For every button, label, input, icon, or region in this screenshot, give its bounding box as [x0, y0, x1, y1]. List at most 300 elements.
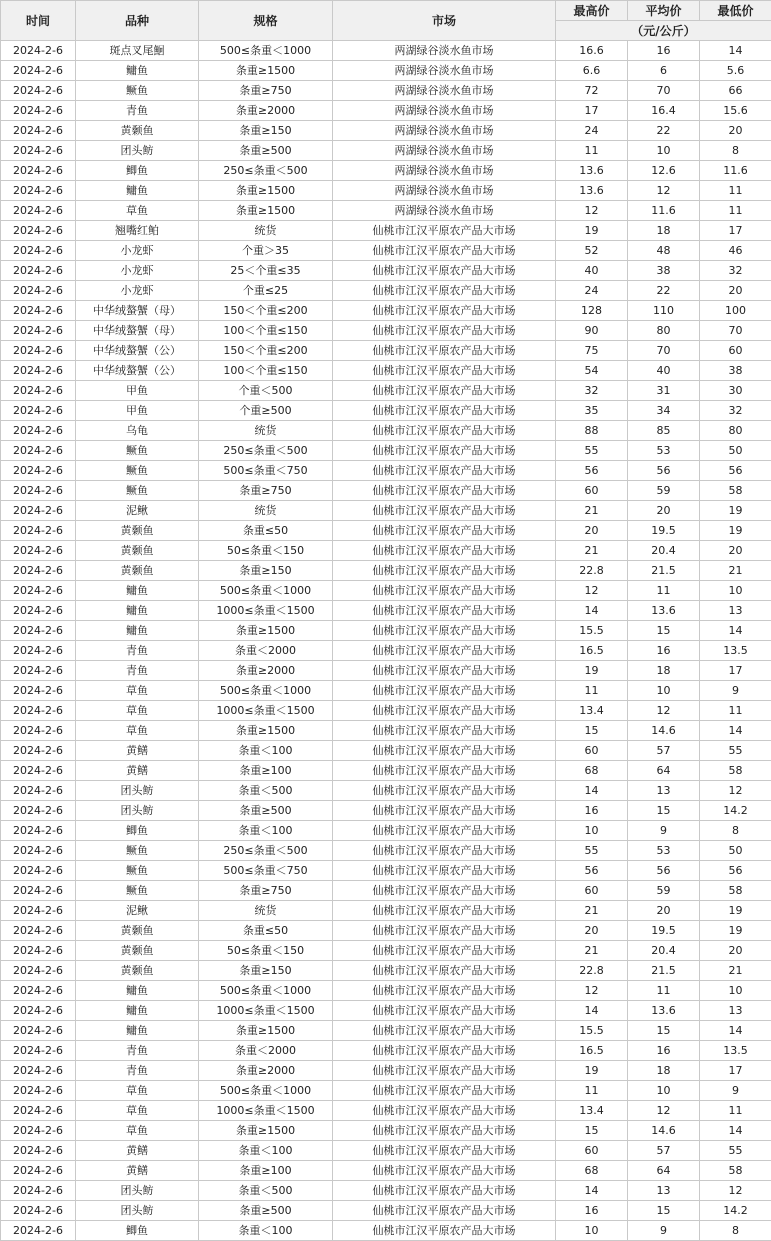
cell-variety: 鳙鱼 — [76, 1021, 199, 1041]
cell-time: 2024-2-6 — [1, 321, 76, 341]
cell-min-price: 32 — [700, 261, 771, 281]
cell-avg-price: 53 — [628, 841, 700, 861]
cell-variety: 鳜鱼 — [76, 481, 199, 501]
table-row — [1, 761, 771, 781]
cell-spec: 条重＜500 — [199, 781, 333, 801]
cell-variety: 斑点叉尾鮰 — [76, 41, 199, 61]
cell-time: 2024-2-6 — [1, 41, 76, 61]
cell-max-price: 15.5 — [556, 1021, 628, 1041]
header-variety: 品种 — [76, 1, 199, 41]
cell-time: 2024-2-6 — [1, 841, 76, 861]
cell-avg-price: 57 — [628, 741, 700, 761]
cell-variety: 青鱼 — [76, 1041, 199, 1061]
cell-max-price: 15.5 — [556, 621, 628, 641]
cell-min-price: 55 — [700, 1141, 771, 1161]
cell-spec: 个重＜500 — [199, 381, 333, 401]
cell-min-price: 14 — [700, 1121, 771, 1141]
cell-market: 两湖绿谷淡水鱼市场 — [333, 101, 556, 121]
cell-min-price: 56 — [700, 461, 771, 481]
cell-time: 2024-2-6 — [1, 121, 76, 141]
cell-market: 仙桃市江汉平原农产品大市场 — [333, 761, 556, 781]
cell-time: 2024-2-6 — [1, 281, 76, 301]
cell-max-price: 22.8 — [556, 561, 628, 581]
cell-variety: 小龙虾 — [76, 281, 199, 301]
table-row — [1, 741, 771, 761]
table-row — [1, 221, 771, 241]
cell-market: 仙桃市江汉平原农产品大市场 — [333, 701, 556, 721]
cell-max-price: 16.6 — [556, 41, 628, 61]
cell-time: 2024-2-6 — [1, 881, 76, 901]
cell-variety: 泥鳅 — [76, 501, 199, 521]
cell-avg-price: 14.6 — [628, 721, 700, 741]
cell-spec: 条重≥1500 — [199, 201, 333, 221]
cell-variety: 草鱼 — [76, 681, 199, 701]
cell-avg-price: 59 — [628, 881, 700, 901]
cell-min-price: 58 — [700, 761, 771, 781]
cell-min-price: 30 — [700, 381, 771, 401]
cell-spec: 50≤条重＜150 — [199, 541, 333, 561]
cell-market: 仙桃市江汉平原农产品大市场 — [333, 821, 556, 841]
table-row — [1, 561, 771, 581]
cell-variety: 草鱼 — [76, 1121, 199, 1141]
table-row — [1, 1161, 771, 1181]
cell-max-price: 68 — [556, 761, 628, 781]
cell-variety: 鳙鱼 — [76, 601, 199, 621]
cell-variety: 鳜鱼 — [76, 881, 199, 901]
cell-variety: 团头鲂 — [76, 781, 199, 801]
cell-variety: 鳜鱼 — [76, 461, 199, 481]
cell-market: 仙桃市江汉平原农产品大市场 — [333, 621, 556, 641]
cell-avg-price: 13.6 — [628, 1001, 700, 1021]
cell-market: 两湖绿谷淡水鱼市场 — [333, 41, 556, 61]
cell-market: 仙桃市江汉平原农产品大市场 — [333, 1141, 556, 1161]
cell-spec: 1000≤条重＜1500 — [199, 1101, 333, 1121]
cell-market: 仙桃市江汉平原农产品大市场 — [333, 801, 556, 821]
table-row — [1, 861, 771, 881]
cell-market: 仙桃市江汉平原农产品大市场 — [333, 841, 556, 861]
cell-variety: 黄颡鱼 — [76, 961, 199, 981]
table-body — [1, 41, 771, 1241]
cell-max-price: 15 — [556, 1121, 628, 1141]
cell-min-price: 17 — [700, 661, 771, 681]
cell-min-price: 15.6 — [700, 101, 771, 121]
table-row — [1, 361, 771, 381]
table-row — [1, 1021, 771, 1041]
cell-market: 两湖绿谷淡水鱼市场 — [333, 161, 556, 181]
table-row — [1, 241, 771, 261]
cell-min-price: 70 — [700, 321, 771, 341]
cell-time: 2024-2-6 — [1, 861, 76, 881]
cell-market: 两湖绿谷淡水鱼市场 — [333, 61, 556, 81]
cell-avg-price: 9 — [628, 821, 700, 841]
cell-max-price: 21 — [556, 901, 628, 921]
cell-avg-price: 59 — [628, 481, 700, 501]
cell-time: 2024-2-6 — [1, 681, 76, 701]
cell-time: 2024-2-6 — [1, 741, 76, 761]
cell-spec: 500≤条重＜1000 — [199, 1081, 333, 1101]
cell-time: 2024-2-6 — [1, 581, 76, 601]
cell-spec: 150＜个重≤200 — [199, 301, 333, 321]
cell-max-price: 72 — [556, 81, 628, 101]
table-row — [1, 681, 771, 701]
cell-market: 仙桃市江汉平原农产品大市场 — [333, 261, 556, 281]
cell-min-price: 32 — [700, 401, 771, 421]
cell-spec: 50≤条重＜150 — [199, 941, 333, 961]
cell-min-price: 20 — [700, 541, 771, 561]
cell-avg-price: 85 — [628, 421, 700, 441]
table-row — [1, 841, 771, 861]
cell-time: 2024-2-6 — [1, 981, 76, 1001]
cell-time: 2024-2-6 — [1, 381, 76, 401]
table-header — [1, 1, 771, 41]
cell-max-price: 90 — [556, 321, 628, 341]
header-spec: 规格 — [199, 1, 333, 41]
cell-market: 仙桃市江汉平原农产品大市场 — [333, 541, 556, 561]
cell-avg-price: 19.5 — [628, 921, 700, 941]
cell-avg-price: 22 — [628, 121, 700, 141]
cell-market: 仙桃市江汉平原农产品大市场 — [333, 741, 556, 761]
cell-spec: 条重≥750 — [199, 481, 333, 501]
cell-max-price: 19 — [556, 221, 628, 241]
cell-min-price: 56 — [700, 861, 771, 881]
cell-time: 2024-2-6 — [1, 1061, 76, 1081]
cell-variety: 黄颡鱼 — [76, 541, 199, 561]
cell-time: 2024-2-6 — [1, 161, 76, 181]
cell-avg-price: 22 — [628, 281, 700, 301]
table-row — [1, 401, 771, 421]
header-avg-price: 平均价 — [628, 1, 700, 21]
cell-max-price: 60 — [556, 481, 628, 501]
cell-time: 2024-2-6 — [1, 701, 76, 721]
cell-market: 仙桃市江汉平原农产品大市场 — [333, 681, 556, 701]
cell-min-price: 21 — [700, 961, 771, 981]
cell-avg-price: 12 — [628, 1101, 700, 1121]
cell-avg-price: 10 — [628, 141, 700, 161]
cell-market: 两湖绿谷淡水鱼市场 — [333, 121, 556, 141]
table-row — [1, 321, 771, 341]
cell-max-price: 13.6 — [556, 181, 628, 201]
cell-max-price: 13.4 — [556, 1101, 628, 1121]
cell-spec: 100＜个重≤150 — [199, 321, 333, 341]
cell-max-price: 32 — [556, 381, 628, 401]
cell-market: 仙桃市江汉平原农产品大市场 — [333, 241, 556, 261]
cell-market: 仙桃市江汉平原农产品大市场 — [333, 1121, 556, 1141]
cell-avg-price: 18 — [628, 661, 700, 681]
cell-market: 仙桃市江汉平原农产品大市场 — [333, 481, 556, 501]
cell-avg-price: 64 — [628, 761, 700, 781]
cell-spec: 统货 — [199, 421, 333, 441]
cell-avg-price: 31 — [628, 381, 700, 401]
cell-avg-price: 20 — [628, 901, 700, 921]
cell-max-price: 21 — [556, 541, 628, 561]
cell-max-price: 21 — [556, 501, 628, 521]
cell-min-price: 17 — [700, 221, 771, 241]
cell-variety: 黄颡鱼 — [76, 941, 199, 961]
cell-market: 仙桃市江汉平原农产品大市场 — [333, 521, 556, 541]
table-row — [1, 721, 771, 741]
table-row — [1, 701, 771, 721]
cell-variety: 团头鲂 — [76, 1201, 199, 1221]
cell-max-price: 12 — [556, 581, 628, 601]
cell-variety: 草鱼 — [76, 201, 199, 221]
cell-variety: 团头鲂 — [76, 141, 199, 161]
cell-avg-price: 13 — [628, 781, 700, 801]
cell-market: 两湖绿谷淡水鱼市场 — [333, 201, 556, 221]
cell-min-price: 60 — [700, 341, 771, 361]
cell-avg-price: 9 — [628, 1221, 700, 1241]
cell-time: 2024-2-6 — [1, 821, 76, 841]
cell-variety: 乌龟 — [76, 421, 199, 441]
cell-min-price: 58 — [700, 1161, 771, 1181]
cell-max-price: 17 — [556, 101, 628, 121]
cell-avg-price: 56 — [628, 861, 700, 881]
cell-time: 2024-2-6 — [1, 241, 76, 261]
table-row — [1, 601, 771, 621]
cell-max-price: 21 — [556, 941, 628, 961]
cell-time: 2024-2-6 — [1, 501, 76, 521]
cell-time: 2024-2-6 — [1, 441, 76, 461]
cell-min-price: 14 — [700, 621, 771, 641]
cell-market: 仙桃市江汉平原农产品大市场 — [333, 1101, 556, 1121]
cell-max-price: 19 — [556, 1061, 628, 1081]
cell-min-price: 9 — [700, 1081, 771, 1101]
cell-min-price: 19 — [700, 921, 771, 941]
header-market: 市场 — [333, 1, 556, 41]
cell-spec: 500≤条重＜750 — [199, 861, 333, 881]
cell-variety: 中华绒螯蟹（公） — [76, 341, 199, 361]
cell-time: 2024-2-6 — [1, 761, 76, 781]
table-row — [1, 641, 771, 661]
cell-max-price: 15 — [556, 721, 628, 741]
cell-min-price: 20 — [700, 121, 771, 141]
cell-time: 2024-2-6 — [1, 401, 76, 421]
cell-variety: 黄鳝 — [76, 1141, 199, 1161]
cell-max-price: 12 — [556, 201, 628, 221]
cell-max-price: 55 — [556, 841, 628, 861]
table-row — [1, 81, 771, 101]
cell-max-price: 13.4 — [556, 701, 628, 721]
cell-market: 仙桃市江汉平原农产品大市场 — [333, 1201, 556, 1221]
cell-spec: 500≤条重＜1000 — [199, 681, 333, 701]
cell-avg-price: 110 — [628, 301, 700, 321]
cell-time: 2024-2-6 — [1, 221, 76, 241]
table-row — [1, 581, 771, 601]
cell-time: 2024-2-6 — [1, 81, 76, 101]
cell-avg-price: 15 — [628, 1201, 700, 1221]
cell-avg-price: 12.6 — [628, 161, 700, 181]
cell-max-price: 11 — [556, 1081, 628, 1101]
cell-min-price: 17 — [700, 1061, 771, 1081]
cell-spec: 150＜个重≤200 — [199, 341, 333, 361]
cell-min-price: 13 — [700, 601, 771, 621]
cell-max-price: 54 — [556, 361, 628, 381]
cell-spec: 条重≥1500 — [199, 1121, 333, 1141]
cell-max-price: 20 — [556, 921, 628, 941]
cell-market: 仙桃市江汉平原农产品大市场 — [333, 561, 556, 581]
cell-spec: 250≤条重＜500 — [199, 441, 333, 461]
cell-max-price: 56 — [556, 461, 628, 481]
cell-avg-price: 10 — [628, 681, 700, 701]
table-row — [1, 481, 771, 501]
cell-min-price: 19 — [700, 521, 771, 541]
cell-market: 两湖绿谷淡水鱼市场 — [333, 181, 556, 201]
cell-avg-price: 70 — [628, 341, 700, 361]
cell-time: 2024-2-6 — [1, 341, 76, 361]
cell-variety: 黄鳝 — [76, 761, 199, 781]
cell-variety: 鲫鱼 — [76, 161, 199, 181]
cell-variety: 团头鲂 — [76, 801, 199, 821]
cell-max-price: 11 — [556, 681, 628, 701]
cell-spec: 条重≥2000 — [199, 1061, 333, 1081]
cell-min-price: 66 — [700, 81, 771, 101]
cell-avg-price: 80 — [628, 321, 700, 341]
table-row — [1, 261, 771, 281]
cell-min-price: 10 — [700, 581, 771, 601]
cell-spec: 250≤条重＜500 — [199, 841, 333, 861]
table-row — [1, 541, 771, 561]
cell-max-price: 24 — [556, 281, 628, 301]
cell-spec: 条重＜100 — [199, 741, 333, 761]
cell-time: 2024-2-6 — [1, 1021, 76, 1041]
table-row — [1, 181, 771, 201]
cell-market: 仙桃市江汉平原农产品大市场 — [333, 601, 556, 621]
cell-market: 仙桃市江汉平原农产品大市场 — [333, 781, 556, 801]
cell-min-price: 20 — [700, 941, 771, 961]
cell-avg-price: 21.5 — [628, 961, 700, 981]
cell-variety: 黄颡鱼 — [76, 121, 199, 141]
cell-avg-price: 20.4 — [628, 541, 700, 561]
cell-time: 2024-2-6 — [1, 1081, 76, 1101]
cell-time: 2024-2-6 — [1, 1141, 76, 1161]
cell-time: 2024-2-6 — [1, 61, 76, 81]
cell-spec: 500≤条重＜1000 — [199, 41, 333, 61]
cell-variety: 鳙鱼 — [76, 181, 199, 201]
cell-min-price: 58 — [700, 881, 771, 901]
cell-min-price: 12 — [700, 781, 771, 801]
cell-variety: 鳙鱼 — [76, 581, 199, 601]
cell-min-price: 12 — [700, 1181, 771, 1201]
header-max-price: 最高价 — [556, 1, 628, 21]
cell-spec: 个重＞35 — [199, 241, 333, 261]
cell-time: 2024-2-6 — [1, 721, 76, 741]
cell-spec: 条重＜2000 — [199, 641, 333, 661]
cell-avg-price: 40 — [628, 361, 700, 381]
cell-min-price: 9 — [700, 681, 771, 701]
cell-min-price: 14.2 — [700, 1201, 771, 1221]
cell-market: 仙桃市江汉平原农产品大市场 — [333, 921, 556, 941]
cell-time: 2024-2-6 — [1, 601, 76, 621]
cell-variety: 黄鳝 — [76, 1161, 199, 1181]
cell-min-price: 21 — [700, 561, 771, 581]
cell-min-price: 10 — [700, 981, 771, 1001]
cell-spec: 1000≤条重＜1500 — [199, 1001, 333, 1021]
cell-avg-price: 11.6 — [628, 201, 700, 221]
cell-max-price: 56 — [556, 861, 628, 881]
cell-spec: 条重≥500 — [199, 141, 333, 161]
cell-variety: 团头鲂 — [76, 1181, 199, 1201]
cell-max-price: 13.6 — [556, 161, 628, 181]
cell-min-price: 8 — [700, 141, 771, 161]
table-row — [1, 41, 771, 61]
table-row — [1, 881, 771, 901]
cell-variety: 甲鱼 — [76, 381, 199, 401]
cell-max-price: 22.8 — [556, 961, 628, 981]
cell-variety: 翘嘴红鲌 — [76, 221, 199, 241]
cell-max-price: 16 — [556, 1201, 628, 1221]
cell-market: 仙桃市江汉平原农产品大市场 — [333, 361, 556, 381]
cell-time: 2024-2-6 — [1, 1101, 76, 1121]
cell-spec: 250≤条重＜500 — [199, 161, 333, 181]
cell-time: 2024-2-6 — [1, 1001, 76, 1021]
cell-time: 2024-2-6 — [1, 361, 76, 381]
cell-spec: 统货 — [199, 501, 333, 521]
cell-spec: 个重≤25 — [199, 281, 333, 301]
cell-variety: 鲫鱼 — [76, 821, 199, 841]
cell-avg-price: 18 — [628, 221, 700, 241]
cell-time: 2024-2-6 — [1, 1041, 76, 1061]
cell-min-price: 38 — [700, 361, 771, 381]
cell-market: 仙桃市江汉平原农产品大市场 — [333, 461, 556, 481]
cell-market: 仙桃市江汉平原农产品大市场 — [333, 721, 556, 741]
cell-max-price: 35 — [556, 401, 628, 421]
cell-max-price: 40 — [556, 261, 628, 281]
cell-spec: 条重≥500 — [199, 801, 333, 821]
cell-max-price: 11 — [556, 141, 628, 161]
cell-max-price: 10 — [556, 1221, 628, 1241]
cell-min-price: 46 — [700, 241, 771, 261]
cell-spec: 1000≤条重＜1500 — [199, 601, 333, 621]
cell-avg-price: 64 — [628, 1161, 700, 1181]
cell-min-price: 20 — [700, 281, 771, 301]
cell-max-price: 60 — [556, 741, 628, 761]
cell-avg-price: 11 — [628, 981, 700, 1001]
cell-variety: 鳙鱼 — [76, 981, 199, 1001]
cell-variety: 草鱼 — [76, 1081, 199, 1101]
cell-avg-price: 13.6 — [628, 601, 700, 621]
cell-time: 2024-2-6 — [1, 801, 76, 821]
cell-market: 仙桃市江汉平原农产品大市场 — [333, 441, 556, 461]
cell-min-price: 8 — [700, 1221, 771, 1241]
cell-market: 仙桃市江汉平原农产品大市场 — [333, 221, 556, 241]
table-row — [1, 1001, 771, 1021]
cell-time: 2024-2-6 — [1, 481, 76, 501]
cell-avg-price: 12 — [628, 701, 700, 721]
cell-min-price: 80 — [700, 421, 771, 441]
cell-variety: 黄颡鱼 — [76, 921, 199, 941]
table-row — [1, 901, 771, 921]
cell-avg-price: 53 — [628, 441, 700, 461]
cell-spec: 100＜个重≤150 — [199, 361, 333, 381]
cell-market: 仙桃市江汉平原农产品大市场 — [333, 1161, 556, 1181]
cell-max-price: 60 — [556, 881, 628, 901]
cell-spec: 条重＜100 — [199, 1141, 333, 1161]
cell-spec: 条重≥1500 — [199, 721, 333, 741]
table-row — [1, 61, 771, 81]
cell-market: 仙桃市江汉平原农产品大市场 — [333, 341, 556, 361]
cell-min-price: 19 — [700, 501, 771, 521]
cell-time: 2024-2-6 — [1, 621, 76, 641]
cell-spec: 条重≥1500 — [199, 1021, 333, 1041]
cell-min-price: 50 — [700, 441, 771, 461]
table-row — [1, 441, 771, 461]
cell-variety: 草鱼 — [76, 1101, 199, 1121]
table-row — [1, 501, 771, 521]
cell-max-price: 20 — [556, 521, 628, 541]
cell-max-price: 88 — [556, 421, 628, 441]
cell-avg-price: 13 — [628, 1181, 700, 1201]
cell-avg-price: 16 — [628, 41, 700, 61]
cell-variety: 青鱼 — [76, 661, 199, 681]
